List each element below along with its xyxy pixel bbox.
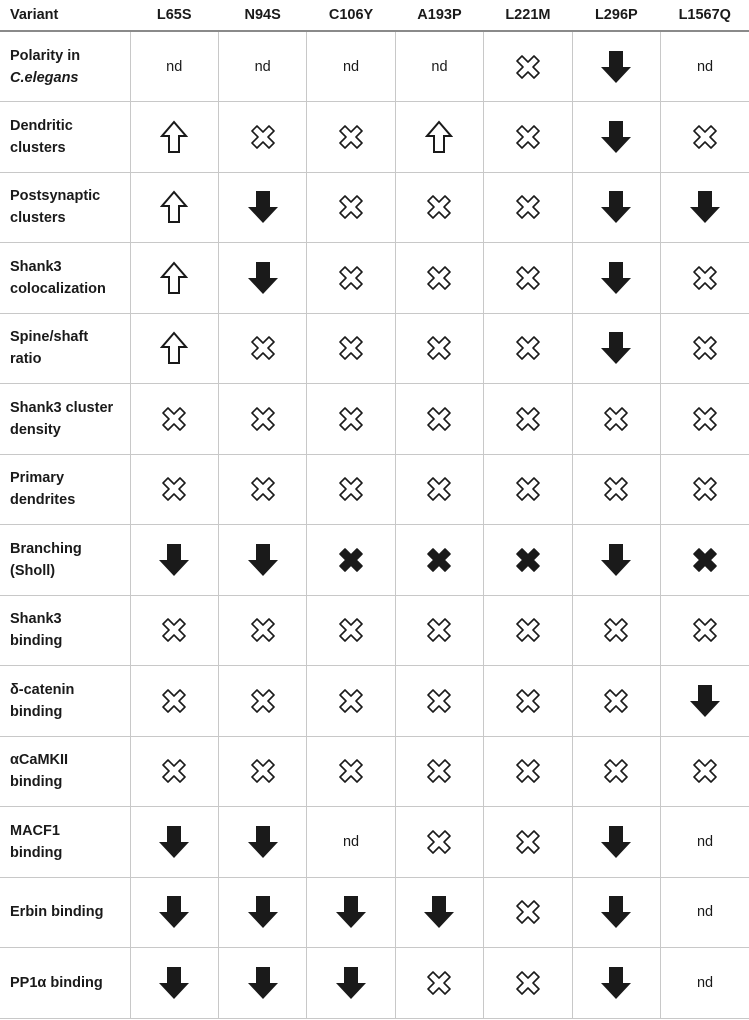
cross-outline-icon [661,406,749,432]
nd-text: nd [254,58,271,75]
up-arrow-outline-icon [396,120,483,154]
cell-none [661,102,749,173]
cross-outline-icon [396,476,483,502]
cell-none [484,595,572,666]
cell-none [484,807,572,878]
variant-col-header: A193P [395,0,483,31]
table-row-spine-shaft-ratio [0,313,749,384]
cell-none [572,595,660,666]
row-label [0,736,130,807]
cell-down [661,666,749,737]
cell-down [572,525,660,596]
cell-none [661,313,749,384]
cross-outline-icon [661,335,749,361]
cell-none [395,948,483,1019]
down-arrow-filled-icon [573,50,660,84]
row-label [0,948,130,1019]
down-arrow-filled-icon [573,543,660,577]
nd-text: nd [696,904,714,921]
cell-none [307,666,395,737]
cell-down [218,877,306,948]
cell-none [130,454,218,525]
cell-nd [395,31,483,102]
row-label [0,172,130,243]
cross-outline-icon [219,406,306,432]
row-label [0,31,130,102]
row-label [0,595,130,666]
row-label-line: Shank3 [10,258,62,275]
nd-text: nd [166,58,183,75]
cross-outline-icon [307,335,394,361]
cross-outline-icon [573,406,660,432]
cross-outline-icon [573,476,660,502]
cross-outline-icon [307,406,394,432]
row-label-line: Spine/shaft [10,329,89,346]
row-label-line: colocalization [10,280,106,297]
cross-outline-icon [484,829,571,855]
cell-none [484,172,572,243]
cell-none [661,454,749,525]
cell-down [661,172,749,243]
down-arrow-filled-icon [219,825,306,859]
row-label-line: PP1α binding [10,974,103,991]
table-row-dendritic-clusters [0,102,749,173]
down-arrow-filled-icon [131,543,218,577]
cell-none [572,666,660,737]
row-label-line: Branching [10,540,82,557]
table-row-acamkii-binding [0,736,749,807]
row-label [0,666,130,737]
cell-none_filled [395,525,483,596]
row-label [0,102,130,173]
row-label-line: Erbin binding [10,904,104,921]
cell-none [572,736,660,807]
variant-col-header: L221M [484,0,572,31]
table-row-erbin-binding [0,877,749,948]
row-label-line: αCaMKII [10,752,69,769]
cross-outline-icon [484,335,571,361]
cell-none [395,313,483,384]
cell-none [307,384,395,455]
cross-outline-icon [661,758,749,784]
cross-outline-icon [484,617,571,643]
cell-down [307,877,395,948]
cell-none [395,172,483,243]
cross-outline-icon [307,758,394,784]
cell-none [307,454,395,525]
cross-outline-icon [484,476,571,502]
row-label-line: Postsynaptic [10,188,101,205]
variant-col-header: C106Y [307,0,395,31]
down-arrow-filled-icon [219,190,306,224]
cell-down [572,172,660,243]
down-arrow-filled-icon [219,895,306,929]
nd-text: nd [342,833,360,850]
cell-none [484,948,572,1019]
cell-none_filled [661,525,749,596]
cell-none [307,102,395,173]
cross-outline-icon [307,194,394,220]
cell-none [218,313,306,384]
cell-down [218,525,306,596]
cell-up [130,102,218,173]
down-arrow-filled-icon [661,190,749,224]
table-row-shank3-binding [0,595,749,666]
nd-text: nd [431,58,448,75]
cell-down [130,948,218,1019]
row-label-line: binding [10,774,63,791]
cell-none [395,666,483,737]
table-body [0,31,749,1018]
cross-outline-icon [484,265,571,291]
cross-outline-icon [219,476,306,502]
cross-outline-icon [396,335,483,361]
cell-up [130,172,218,243]
cross-filled-icon [307,547,394,573]
cell-none_filled [307,525,395,596]
cell-none [218,454,306,525]
cell-down [307,948,395,1019]
variant-col-header: N94S [218,0,306,31]
cross-outline-icon [661,265,749,291]
row-label-line: dendrites [10,492,76,509]
cell-nd [661,948,749,1019]
nd-text: nd [342,58,360,75]
cell-nd [307,31,395,102]
cell-none [395,736,483,807]
cross-outline-icon [396,617,483,643]
cell-down [572,948,660,1019]
cell-none [484,243,572,314]
down-arrow-filled-icon [573,190,660,224]
cross-outline-icon [131,476,218,502]
cross-outline-icon [484,970,571,996]
cross-outline-icon [396,265,483,291]
table-row-delta-catenin-binding [0,666,749,737]
variant-col-header: L1567Q [661,0,749,31]
cell-none [572,454,660,525]
cross-outline-icon [219,124,306,150]
up-arrow-outline-icon [131,120,218,154]
cell-none [661,736,749,807]
cross-outline-icon [219,335,306,361]
cross-outline-icon [307,688,394,714]
cross-outline-icon [484,124,571,150]
row-label [0,807,130,878]
cell-none [484,454,572,525]
cross-outline-icon [307,124,394,150]
cell-none [395,243,483,314]
cell-none [218,384,306,455]
cell-none [130,595,218,666]
cell-down [218,948,306,1019]
down-arrow-filled-icon [307,895,394,929]
variant-header: Variant [0,0,130,31]
cell-none [661,243,749,314]
row-label [0,384,130,455]
cross-outline-icon [307,476,394,502]
cell-down [218,807,306,878]
cross-outline-icon [484,758,571,784]
row-label-line: Shank3 [10,611,62,628]
cell-down [395,877,483,948]
cross-outline-icon [131,758,218,784]
cell-none_filled [484,525,572,596]
cell-up [395,102,483,173]
cell-down [572,313,660,384]
cell-down [572,807,660,878]
cell-nd [661,31,749,102]
row-label-line: MACF1 [10,822,60,839]
cell-none [484,102,572,173]
down-arrow-filled-icon [396,895,483,929]
cross-outline-icon [484,688,571,714]
cell-nd [218,31,306,102]
nd-text: nd [696,58,714,75]
cross-outline-icon [484,406,571,432]
cross-outline-icon [661,124,749,150]
cross-outline-icon [396,829,483,855]
row-label-line: clusters [10,210,66,227]
down-arrow-filled-icon [573,120,660,154]
down-arrow-filled-icon [661,684,749,718]
row-label [0,243,130,314]
table-row-macf1-binding [0,807,749,878]
up-arrow-outline-icon [131,261,218,295]
table-row-shank3-cluster-density [0,384,749,455]
cross-outline-icon [131,617,218,643]
cell-none [130,666,218,737]
cross-outline-icon [396,688,483,714]
down-arrow-filled-icon [573,331,660,365]
up-arrow-outline-icon [131,190,218,224]
row-label-line: Dendritic [10,117,73,134]
cross-outline-icon [484,899,571,925]
cell-none [130,384,218,455]
cross-outline-icon [219,758,306,784]
cross-outline-icon [573,617,660,643]
cell-up [130,243,218,314]
cross-outline-icon [131,688,218,714]
nd-text: nd [696,974,714,991]
cross-outline-icon [396,194,483,220]
row-label-line: binding [10,633,63,650]
cell-down [218,243,306,314]
down-arrow-filled-icon [131,825,218,859]
cross-filled-icon [396,547,483,573]
down-arrow-filled-icon [307,966,394,1000]
row-label-line: Primary [10,470,65,487]
cell-none [218,102,306,173]
down-arrow-filled-icon [219,543,306,577]
cell-down [572,31,660,102]
cross-outline-icon [573,688,660,714]
cell-none [395,807,483,878]
cell-down [130,877,218,948]
cross-outline-icon [219,688,306,714]
cell-none [395,595,483,666]
row-label-line: δ-catenin [10,681,75,698]
row-label-line: density [10,421,61,438]
cell-none [218,736,306,807]
row-label [0,877,130,948]
cell-none [130,736,218,807]
down-arrow-filled-icon [219,966,306,1000]
row-label-line: binding [10,844,63,861]
cell-none [484,877,572,948]
up-arrow-outline-icon [131,331,218,365]
cell-down [218,172,306,243]
variant-col-header: L296P [572,0,660,31]
down-arrow-filled-icon [573,895,660,929]
cross-outline-icon [307,265,394,291]
cross-filled-icon [661,547,749,573]
table-row-polarity [0,31,749,102]
cross-outline-icon [573,758,660,784]
cross-outline-icon [396,758,483,784]
cell-down [130,807,218,878]
header-row [0,0,749,31]
cell-none [484,31,572,102]
table-row-shank3-colocalization [0,243,749,314]
cell-none [307,313,395,384]
cell-none [661,595,749,666]
cross-outline-icon [131,406,218,432]
cell-none [484,384,572,455]
cell-none [218,595,306,666]
cross-outline-icon [396,970,483,996]
cell-none [218,666,306,737]
cell-none [307,595,395,666]
cross-filled-icon [484,547,571,573]
table-row-primary-dendrites [0,454,749,525]
down-arrow-filled-icon [131,966,218,1000]
cross-outline-icon [661,617,749,643]
row-label-line: clusters [10,139,66,156]
cross-outline-icon [307,617,394,643]
cross-outline-icon [484,194,571,220]
cross-outline-icon [396,406,483,432]
down-arrow-filled-icon [573,966,660,1000]
cell-nd [130,31,218,102]
row-label-line: Polarity in [10,47,81,64]
cell-none [484,313,572,384]
cell-none [572,384,660,455]
cell-none [395,384,483,455]
cell-none [307,736,395,807]
down-arrow-filled-icon [573,261,660,295]
row-label-line: binding [10,703,63,720]
row-label [0,313,130,384]
variant-col-header: L65S [130,0,218,31]
row-label-line: C.elegans [10,69,79,86]
cross-outline-icon [484,54,571,80]
table-row-pp1a-binding [0,948,749,1019]
cell-nd [661,807,749,878]
row-label-line: Shank3 cluster [10,399,114,416]
cell-nd [661,877,749,948]
row-label [0,454,130,525]
down-arrow-filled-icon [131,895,218,929]
cell-down [572,102,660,173]
down-arrow-filled-icon [219,261,306,295]
cell-none [484,736,572,807]
cell-none [661,384,749,455]
down-arrow-filled-icon [573,825,660,859]
cell-down [572,877,660,948]
row-label-line: (Sholl) [10,562,56,579]
row-label-line: ratio [10,351,42,368]
cross-outline-icon [219,617,306,643]
cell-down [572,243,660,314]
nd-text: nd [696,833,714,850]
cell-none [484,666,572,737]
cell-nd [307,807,395,878]
cross-outline-icon [661,476,749,502]
table-row-branching-sholl [0,525,749,596]
cell-down [130,525,218,596]
row-label [0,525,130,596]
cell-up [130,313,218,384]
cell-none [395,454,483,525]
cell-none [307,172,395,243]
table-row-postsynaptic-clusters [0,172,749,243]
cell-none [307,243,395,314]
